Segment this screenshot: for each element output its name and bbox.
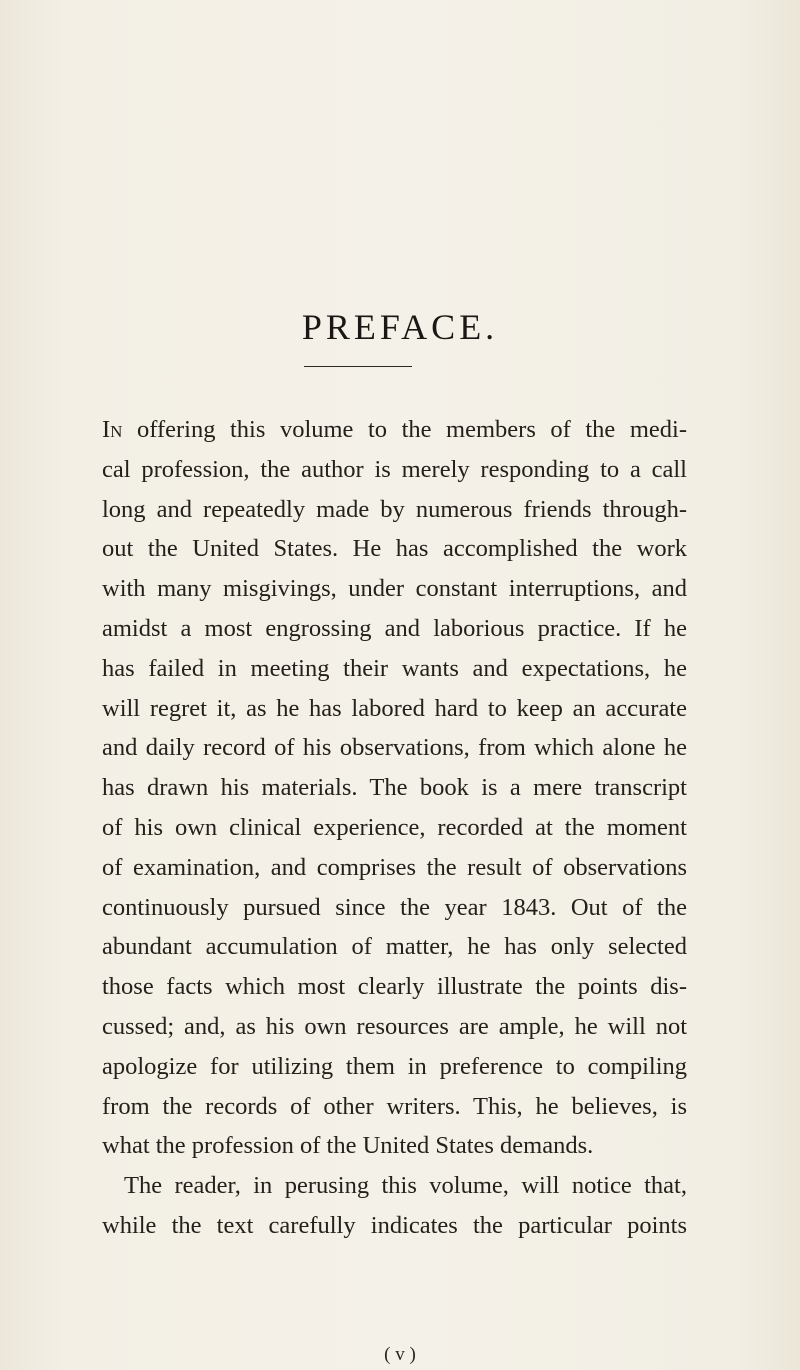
lead-word: In bbox=[102, 416, 123, 443]
text-line: In offering this volume to the members of the medi- bbox=[102, 416, 687, 443]
text-line: of his own clinical experience, recorded at the moment bbox=[102, 813, 687, 841]
text-line: while the text carefully indicates the particular points bbox=[102, 1211, 687, 1239]
text-line: and daily record of his observations, from which alone he bbox=[102, 734, 687, 762]
preface-body bbox=[102, 410, 687, 1246]
text-line: with many misgivings, under constant interruptions, and bbox=[102, 575, 687, 603]
text-line: from the records of other writers. This, he believes, is bbox=[102, 1092, 687, 1120]
text-line: continuously pursued since the year 1843. Out of the bbox=[102, 893, 687, 921]
text-line: what the profession of the United States demands. bbox=[102, 1132, 594, 1160]
page-number: ( v ) bbox=[384, 1344, 416, 1365]
text-line: long and repeatedly made by numerous friends through- bbox=[102, 495, 687, 523]
text-line: cussed; and, as his own resources are ample, he will not bbox=[102, 1012, 687, 1040]
text-line: The reader, in perusing this volume, will notice that, bbox=[124, 1172, 687, 1200]
text-line: apologize for utilizing them in preference to compiling bbox=[102, 1052, 687, 1080]
text-line: of examination, and comprises the result of observations bbox=[102, 853, 687, 881]
text-line: abundant accumulation of matter, he has only selected bbox=[102, 933, 687, 961]
text-line: those facts which most clearly illustrate the points dis- bbox=[102, 973, 687, 1001]
text-line: cal profession, the author is merely responding to a call bbox=[102, 455, 687, 483]
text-line: has drawn his materials. The book is a mere transcript bbox=[102, 774, 687, 802]
preface-title: PREFACE. bbox=[301, 307, 499, 348]
text-line: out the United States. He has accomplished the work bbox=[102, 535, 687, 563]
title-rule bbox=[304, 366, 412, 367]
text-line: will regret it, as he has labored hard to keep an accurate bbox=[102, 694, 687, 722]
text-line: has failed in meeting their wants and expectations, he bbox=[102, 654, 687, 682]
text-line: amidst a most engrossing and laborious practice. If he bbox=[102, 614, 687, 642]
